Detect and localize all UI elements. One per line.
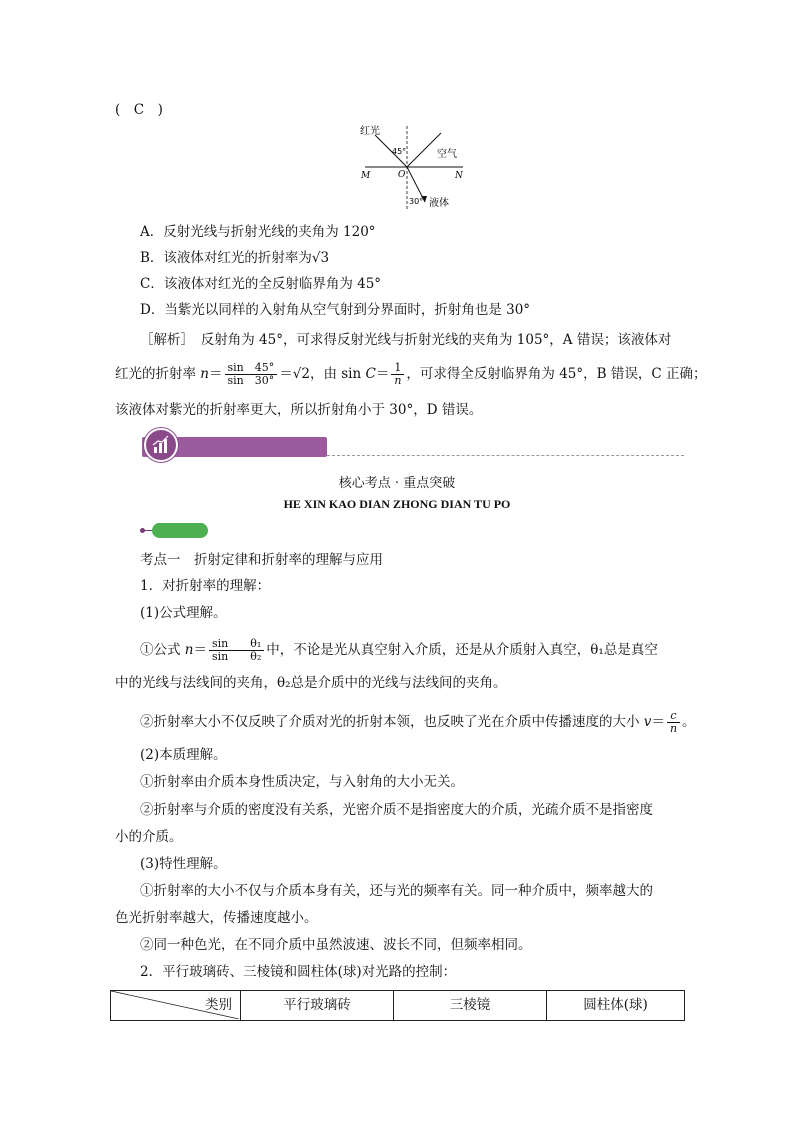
table-header-corner <box>111 991 241 1021</box>
reflected-ray <box>407 133 441 167</box>
analysis-fraction-2 <box>391 362 404 387</box>
option-b-text: B．该液体对红光的折射率为 <box>140 250 312 266</box>
para-11: ①折射率的大小不仅与介质本身有关，还与光的频率有关。同一种介质中，频率越大的 <box>140 883 653 899</box>
label-air: 空气 <box>437 149 457 160</box>
para-3-pre: ①公式 <box>140 642 185 658</box>
option-b-value: √3 <box>311 250 330 266</box>
answer-marker: ( C ) <box>115 102 163 118</box>
analysis-eq2: ＝ <box>375 366 390 382</box>
table-header-glass-slab: 平行玻璃砖 <box>241 991 394 1021</box>
analysis-frac-den: sin 30° <box>227 374 275 387</box>
label-M: M <box>361 171 371 181</box>
analysis-line-2 <box>115 362 706 387</box>
light-path-table <box>110 990 685 1021</box>
para-3-n: n <box>184 642 194 658</box>
speed-fraction <box>667 710 680 735</box>
table-header-row <box>111 991 685 1021</box>
para-3-post: 中，不论是光从真空射入介质，还是从介质射入真空，θ₁总是真空 <box>266 642 658 658</box>
analysis-post: ，可求得全反射临界角为 45°，B 错误，C 正确； <box>406 366 707 382</box>
formula-fraction <box>209 638 264 663</box>
section-divider <box>327 455 684 456</box>
label-red-light: 红光 <box>360 126 380 137</box>
analysis-prefix: 红光的折射率 <box>115 366 201 382</box>
analysis-line-1: ［解析］ 反射角为 45°，可求得反射光线与折射光线的夹角为 105°，A 错误；该液体对 <box>140 332 672 348</box>
analysis-frac-num: sin 45° <box>225 362 278 375</box>
table-header-cylinder: 圆柱体(球) <box>547 991 685 1021</box>
para-10: (3)特性理解。 <box>140 856 227 872</box>
marker-pill <box>152 523 208 538</box>
para-8: ②折射率与介质的密度没有关系，光密介质不是指密度大的介质，光疏介质不是指密度 <box>140 802 653 818</box>
para-9: 小的介质。 <box>115 829 183 845</box>
analysis-C: C <box>365 366 376 382</box>
label-N: N <box>455 171 463 181</box>
diagonal-line <box>111 991 239 1019</box>
analysis-fraction <box>225 362 278 387</box>
angle-30: 30° <box>409 197 424 206</box>
formula-den: sin θ₂ <box>212 650 262 663</box>
para-1: 1．对折射率的理解： <box>140 578 271 594</box>
para-5-v: v <box>643 714 652 730</box>
speed-num: c <box>667 710 680 723</box>
analysis-mid: ＝√2，由 sin <box>279 366 366 382</box>
analysis-n: n <box>200 366 209 382</box>
section-title: 核心考点 · 重点突破 <box>338 476 456 491</box>
label-O: O <box>398 170 406 180</box>
formula-num: sin θ₁ <box>209 638 264 651</box>
analysis-frac2-num: 1 <box>391 362 404 375</box>
option-c: C．该液体对红光的全反射临界角为 45° <box>140 276 382 292</box>
para-5-pre: ②折射率大小不仅反映了介质对光的折射本领，也反映了光在介质中传播速度的大小 <box>140 714 644 730</box>
para-2: (1)公式理解。 <box>140 605 227 621</box>
para-13: ②同一种色光，在不同介质中虽然波速、波长不同，但频率相同。 <box>140 937 532 953</box>
para-3 <box>140 638 658 663</box>
table-header-category: 类别 <box>205 997 232 1013</box>
topic-heading: 考点一 折射定律和折射率的理解与应用 <box>140 552 383 568</box>
option-d: D．当紫光以同样的入射角从空气射到分界面时，折射角也是 30° <box>140 302 531 318</box>
para-12: 色光折射率越大，传播速度越小。 <box>115 910 318 926</box>
table-header-prism: 三棱镜 <box>394 991 547 1021</box>
para-14: 2．平行玻璃砖、三棱镜和圆柱体(球)对光路的控制： <box>140 964 457 980</box>
section-pinyin: HE XIN KAO DIAN ZHONG DIAN TU PO <box>283 497 511 511</box>
para-5 <box>140 710 696 735</box>
para-5-eq: ＝ <box>651 714 665 730</box>
para-4: 中的光线与法线间的夹角，θ₂总是介质中的光线与法线间的夹角。 <box>115 675 507 691</box>
para-6: (2)本质理解。 <box>140 747 227 763</box>
analysis-line-3: 该液体对紫光的折射率更大，所以折射角小于 30°，D 错误。 <box>115 402 483 418</box>
option-b <box>140 248 329 268</box>
para-3-eq: ＝ <box>193 642 207 658</box>
angle-45: 45° <box>392 147 407 156</box>
label-liquid: 液体 <box>429 198 449 209</box>
para-7: ①折射率由介质本身性质决定，与入射角的大小无关。 <box>140 774 464 790</box>
para-5-post: 。 <box>682 714 696 730</box>
chart-icon <box>144 428 178 462</box>
analysis-frac2-den: n <box>394 374 402 387</box>
analysis-eq: ＝ <box>209 366 223 382</box>
option-a: A．反射光线与折射光线的夹角为 120° <box>140 224 376 240</box>
refraction-figure <box>355 120 475 215</box>
speed-den: n <box>669 722 678 735</box>
